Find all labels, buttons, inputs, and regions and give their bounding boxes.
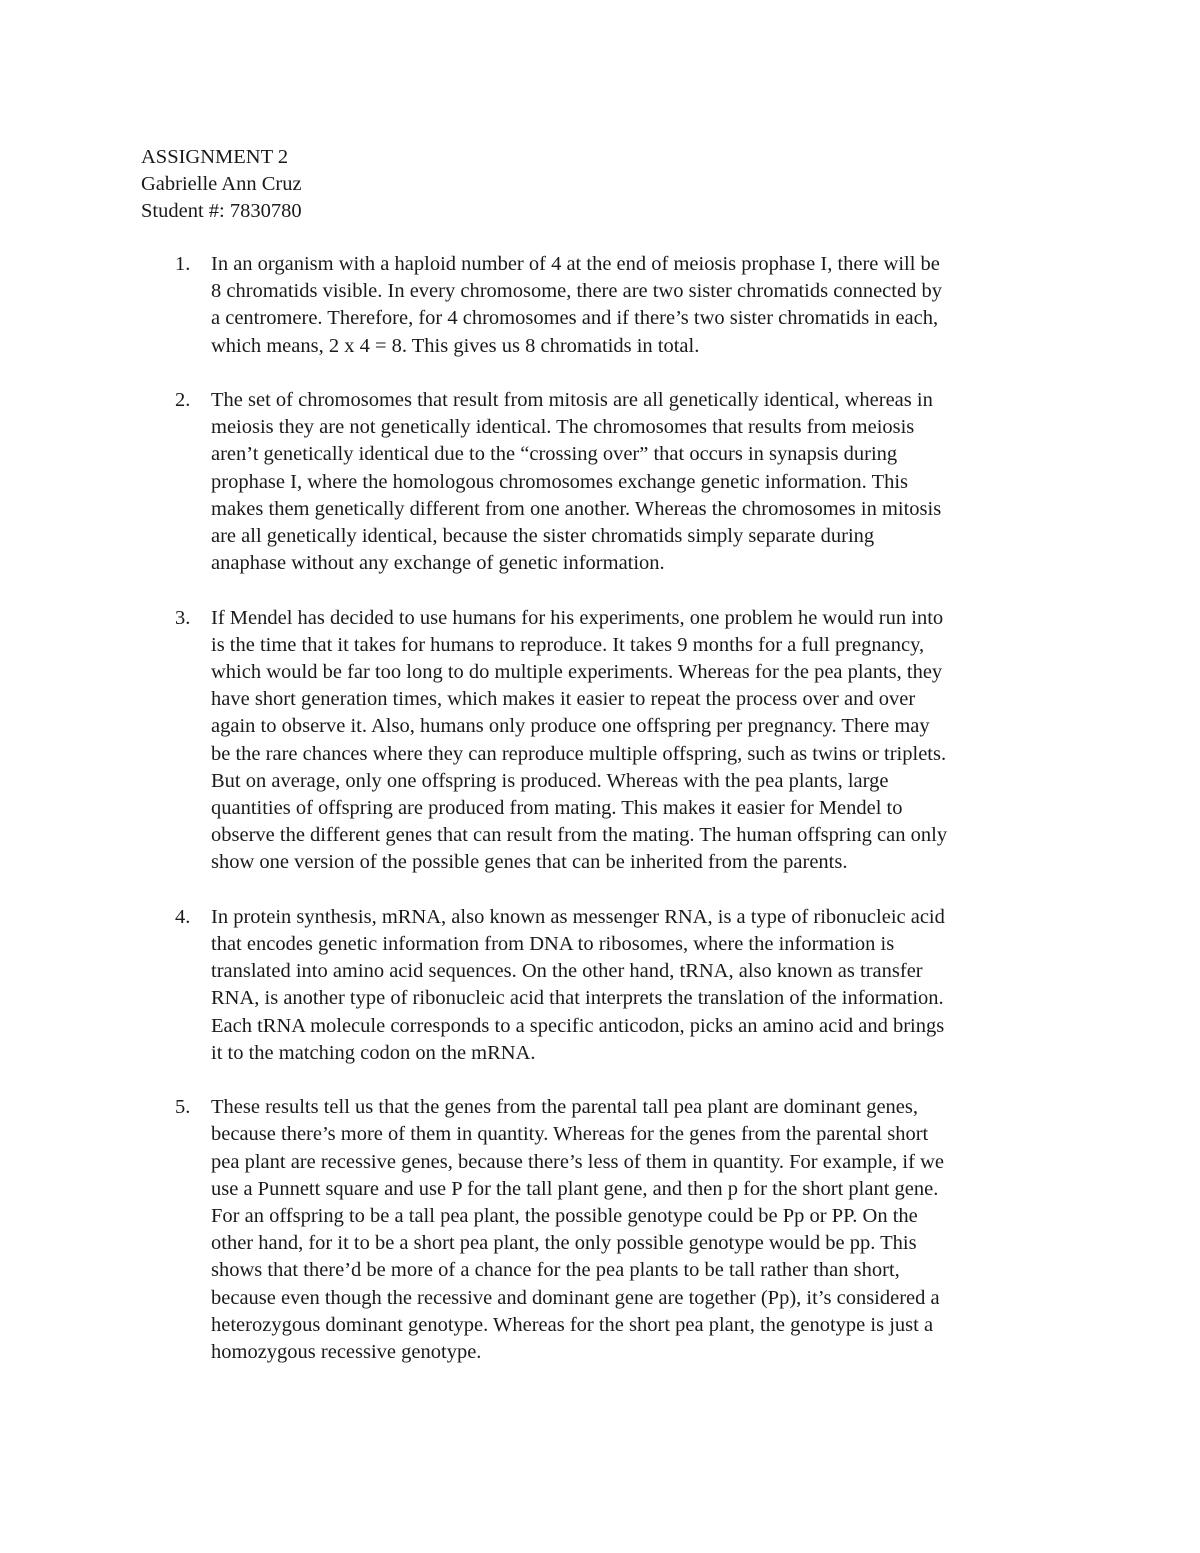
answer-number: 5.: [175, 1096, 191, 1119]
answer-line: In an organism with a haploid number of 4 at the end of meiosis prophase I, there will be: [211, 253, 940, 275]
answer-line: it to the matching codon on the mRNA.: [211, 1041, 536, 1064]
answer-line: which would be far too long to do multiple experiments. Whereas for the pea plants, they: [211, 661, 943, 684]
answer-line: use a Punnett square and use P for the tall plant gene, and then p for the short plant gene.: [211, 1177, 939, 1200]
answer-line: makes them genetically different from one another. Whereas the chromosomes in mitosis: [211, 497, 942, 520]
answer-line: These results tell us that the genes from the parental tall pea plant are dominant genes,: [211, 1096, 919, 1119]
answer-line: because even though the recessive and dominant gene are together (Pp), it’s considered a: [211, 1286, 940, 1309]
document-header: [141, 144, 302, 226]
answer-line: be the rare chances where they can reproduce multiple offspring, such as twins or triplets.: [211, 742, 947, 765]
answer-item-5: [141, 1094, 1061, 1366]
answer-line: If Mendel has decided to use humans for his experiments, one problem he would run into: [211, 606, 944, 629]
answer-line: 8 chromatids visible. In every chromosome, there are two sister chromatids connected by: [211, 280, 942, 303]
answer-line: anaphase without any exchange of genetic information.: [211, 552, 665, 575]
answer-number: 3.: [175, 606, 191, 629]
answer-item-3: [141, 605, 1061, 877]
answer-number: 2.: [175, 389, 191, 411]
answer-line: aren’t genetically identical due to the “crossing over” that occurs in synapsis during: [211, 443, 898, 466]
answer-line: show one version of the possible genes that can be inherited from the parents.: [211, 851, 848, 874]
student-number: Student #: 7830780: [141, 200, 302, 223]
answer-line: pea plant are recessive genes, because there’s less of them in quantity. For example, if we: [211, 1150, 944, 1173]
answer-line: shows that there’d be more of a chance for the pea plants to be tall rather than short,: [211, 1259, 900, 1282]
answer-line: For an offspring to be a tall pea plant, the possible genotype could be Pp or PP. On the: [211, 1205, 918, 1228]
answer-line: observe the different genes that can result from the mating. The human offspring can only: [211, 824, 948, 847]
answer-line: that encodes genetic information from DNA to ribosomes, where the information is: [211, 933, 895, 956]
answer-item-4: [141, 904, 1061, 1067]
answer-line: prophase I, where the homologous chromosomes exchange genetic information. This: [211, 470, 909, 493]
answer-line: In protein synthesis, mRNA, also known as messenger RNA, is a type of ribonucleic acid: [211, 905, 945, 928]
answer-line: other hand, for it to be a short pea plant, the only possible genotype would be pp. This: [211, 1232, 917, 1255]
answer-line: heterozygous dominant genotype. Whereas for the short pea plant, the genotype is just a: [211, 1313, 934, 1336]
answer-line: is the time that it takes for humans to reproduce. It takes 9 months for a full pregnancy,: [211, 633, 925, 656]
answer-line: meiosis they are not genetically identical. The chromosomes that results from meiosis: [211, 416, 915, 439]
assignment-title: ASSIGNMENT 2: [141, 146, 289, 168]
answer-line: have short generation times, which makes it easier to repeat the process over and over: [211, 688, 916, 711]
answer-number: 4.: [175, 905, 191, 928]
answer-item-2: [141, 387, 1061, 577]
answer-item-1: [141, 251, 1061, 360]
answer-line: again to observe it. Also, humans only produce one offspring per pregnancy. There may: [211, 715, 930, 738]
answer-line: a centromere. Therefore, for 4 chromosomes and if there’s two sister chromatids in each,: [211, 307, 939, 330]
answer-line: But on average, only one offspring is produced. Whereas with the pea plants, large: [211, 769, 889, 792]
answer-list: [141, 251, 1061, 1393]
answer-line: RNA, is another type of ribonucleic acid that interprets the translation of the information.: [211, 987, 944, 1010]
answer-line: quantities of offspring are produced from mating. This makes it easier for Mendel to: [211, 797, 903, 820]
student-name: Gabrielle Ann Cruz: [141, 173, 302, 196]
answer-line: translated into amino acid sequences. On the other hand, tRNA, also known as transfer: [211, 960, 923, 983]
answer-line: Each tRNA molecule corresponds to a specific anticodon, picks an amino acid and brings: [211, 1014, 945, 1037]
answer-line: because there’s more of them in quantity. Whereas for the genes from the parental short: [211, 1123, 929, 1146]
answer-line: The set of chromosomes that result from mitosis are all genetically identical, whereas in: [211, 389, 933, 411]
answer-line: are all genetically identical, because the sister chromatids simply separate during: [211, 525, 875, 548]
answer-line: homozygous recessive genotype.: [211, 1341, 482, 1364]
answer-line: which means, 2 x 4 = 8. This gives us 8 chromatids in total.: [211, 334, 700, 357]
answer-number: 1.: [175, 253, 191, 275]
